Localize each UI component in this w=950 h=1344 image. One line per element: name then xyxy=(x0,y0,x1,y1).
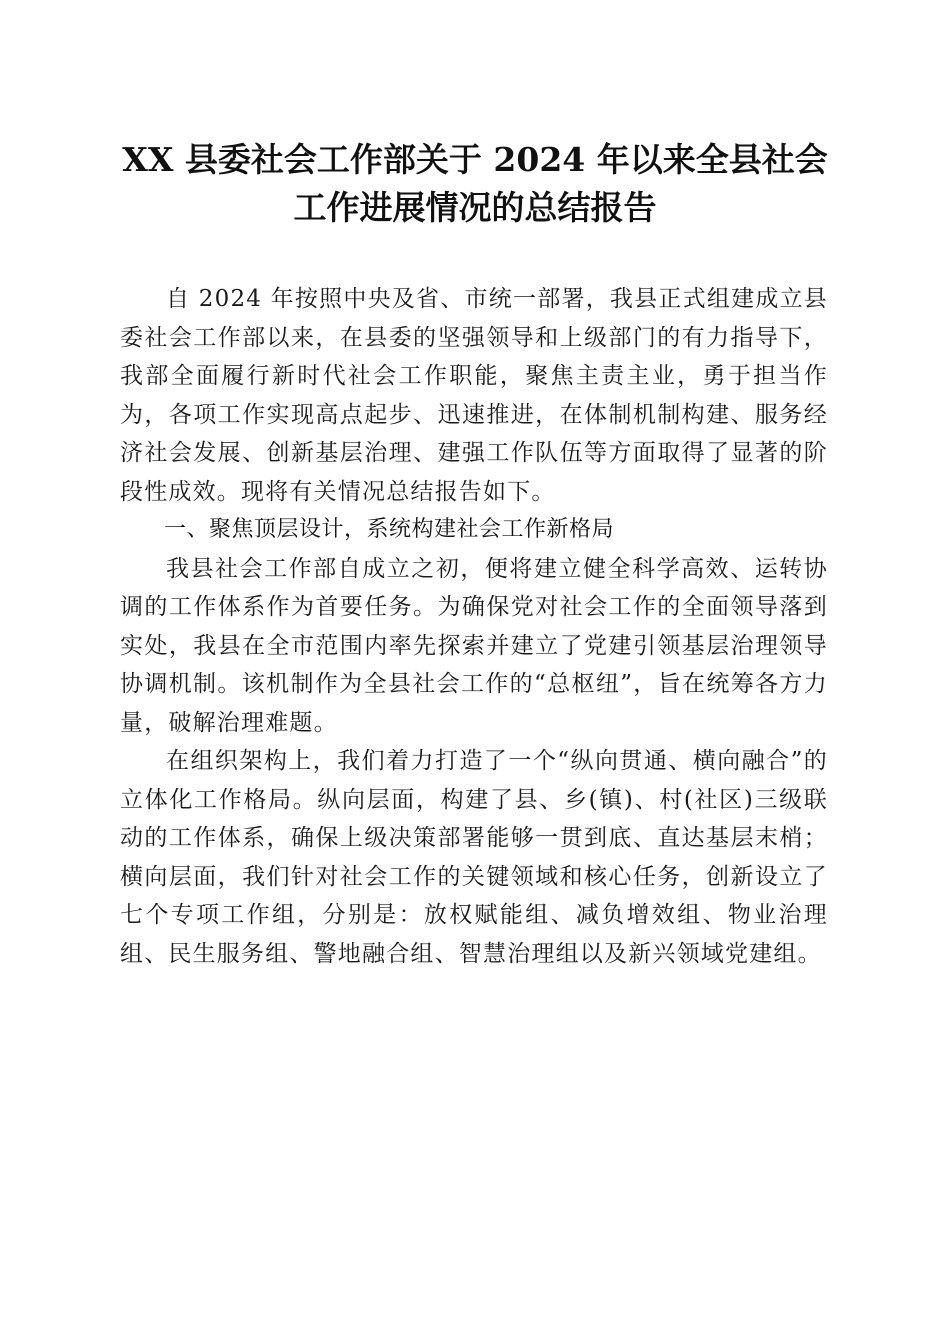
section-1-paragraph-1: 我县社会工作部自成立之初，便将建立健全科学高效、运转协调的工作体系作为首要任务。为确保党对社会工作的全面领导落到实处，我县在全市范围内率先探索并建立了党建引领基层治理领导协调机制。该机制作为全县社会工作的“总枢纽”，旨在统筹各方力量，破解治理难题。 xyxy=(120,555,828,736)
title-line-1: XX 县委社会工作部关于 2024 年以来全县社会 xyxy=(122,140,828,179)
document-title xyxy=(110,136,840,232)
title-line-2: 工作进展情况的总结报告 xyxy=(293,188,657,227)
section-1-heading: 一、聚焦顶层设计，系统构建社会工作新格局 xyxy=(164,517,615,542)
intro-paragraph: 自 2024 年按照中央及省、市统一部署，我县正式组建成立县委社会工作部以来，在县委的坚强领导和上级部门的有力指导下，我部全面履行新时代社会工作职能，聚焦主责主业，勇于担当作为，各项工作实现高点起步、迅速推进，在体制机制构建、服务经济社会发展、创新基层治理、建强工作队伍等方面取得了显著的阶段性成效。现将有关情况总结报告如下。 xyxy=(120,286,828,505)
document-body xyxy=(120,280,828,973)
section-1-paragraph-2: 在组织架构上，我们着力打造了一个“纵向贯通、横向融合”的立体化工作格局。纵向层面，构建了县、乡(镇)、村(社区)三级联动的工作体系，确保上级决策部署能够一贯到底、直达基层末梢；横向层面，我们针对社会工作的关键领域和核心任务，创新设立了七个专项工作组，分别是：放权赋能组、减负增效组、物业治理组、民生服务组、警地融合组、智慧治理组以及新兴领域党建组。 xyxy=(120,748,828,967)
